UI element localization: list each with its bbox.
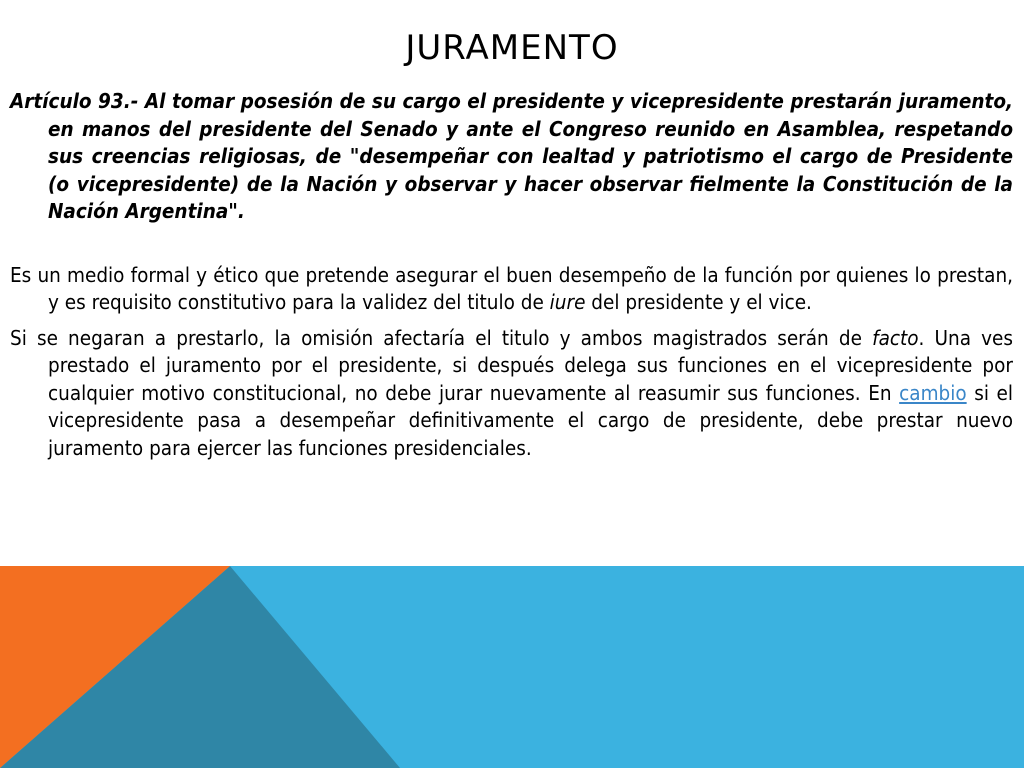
oath-description-paragraph <box>10 262 1013 317</box>
slide-body <box>10 88 1013 462</box>
paragraph-spacer <box>10 226 1013 262</box>
text-segment: del presidente y el vice. <box>585 290 812 314</box>
text-segment: Si se negaran a prestarlo, la omisión afectaría el titulo y ambos magistrados serán de <box>10 325 873 350</box>
cambio-link[interactable]: cambio <box>899 380 967 405</box>
italic-term: facto <box>872 325 919 350</box>
italic-term: iure <box>549 290 586 314</box>
refusal-paragraph <box>10 325 1013 463</box>
text-segment: . Una ves prestado el juramento por el presidente, si después delega sus funciones en el vicepresidente por cualquier motivo constitucional, no debe jurar nuevamente al reasumir sus funciones. En <box>48 325 1013 405</box>
text-segment: si el vicepresidente pasa a desempeñar definitivamente el cargo de presidente, debe prestar nuevo juramento para ejercer las funciones presidenciales. <box>48 380 1014 460</box>
text-segment: Es un medio formal y ético que pretende asegurar el buen desempeño de la función por quienes lo prestan, y es requisito constitutivo para la validez del titulo de <box>10 262 1013 314</box>
decorative-footer-shapes <box>0 566 1024 768</box>
slide-title: JURAMENTO <box>405 28 619 68</box>
article-paragraph: Artículo 93.- Al tomar posesión de su cargo el presidente y vicepresidente prestarán juramento, en manos del presidente del Senado y ante el Congreso reunido en Asamblea, respetando sus creencias religiosas, de "desempeñar con lealtad y patriotismo el cargo de Presidente (o vicepresidente) de la Nación y observar y hacer observar fielmente la Constitución de la Nación Argentina". <box>10 89 1013 223</box>
